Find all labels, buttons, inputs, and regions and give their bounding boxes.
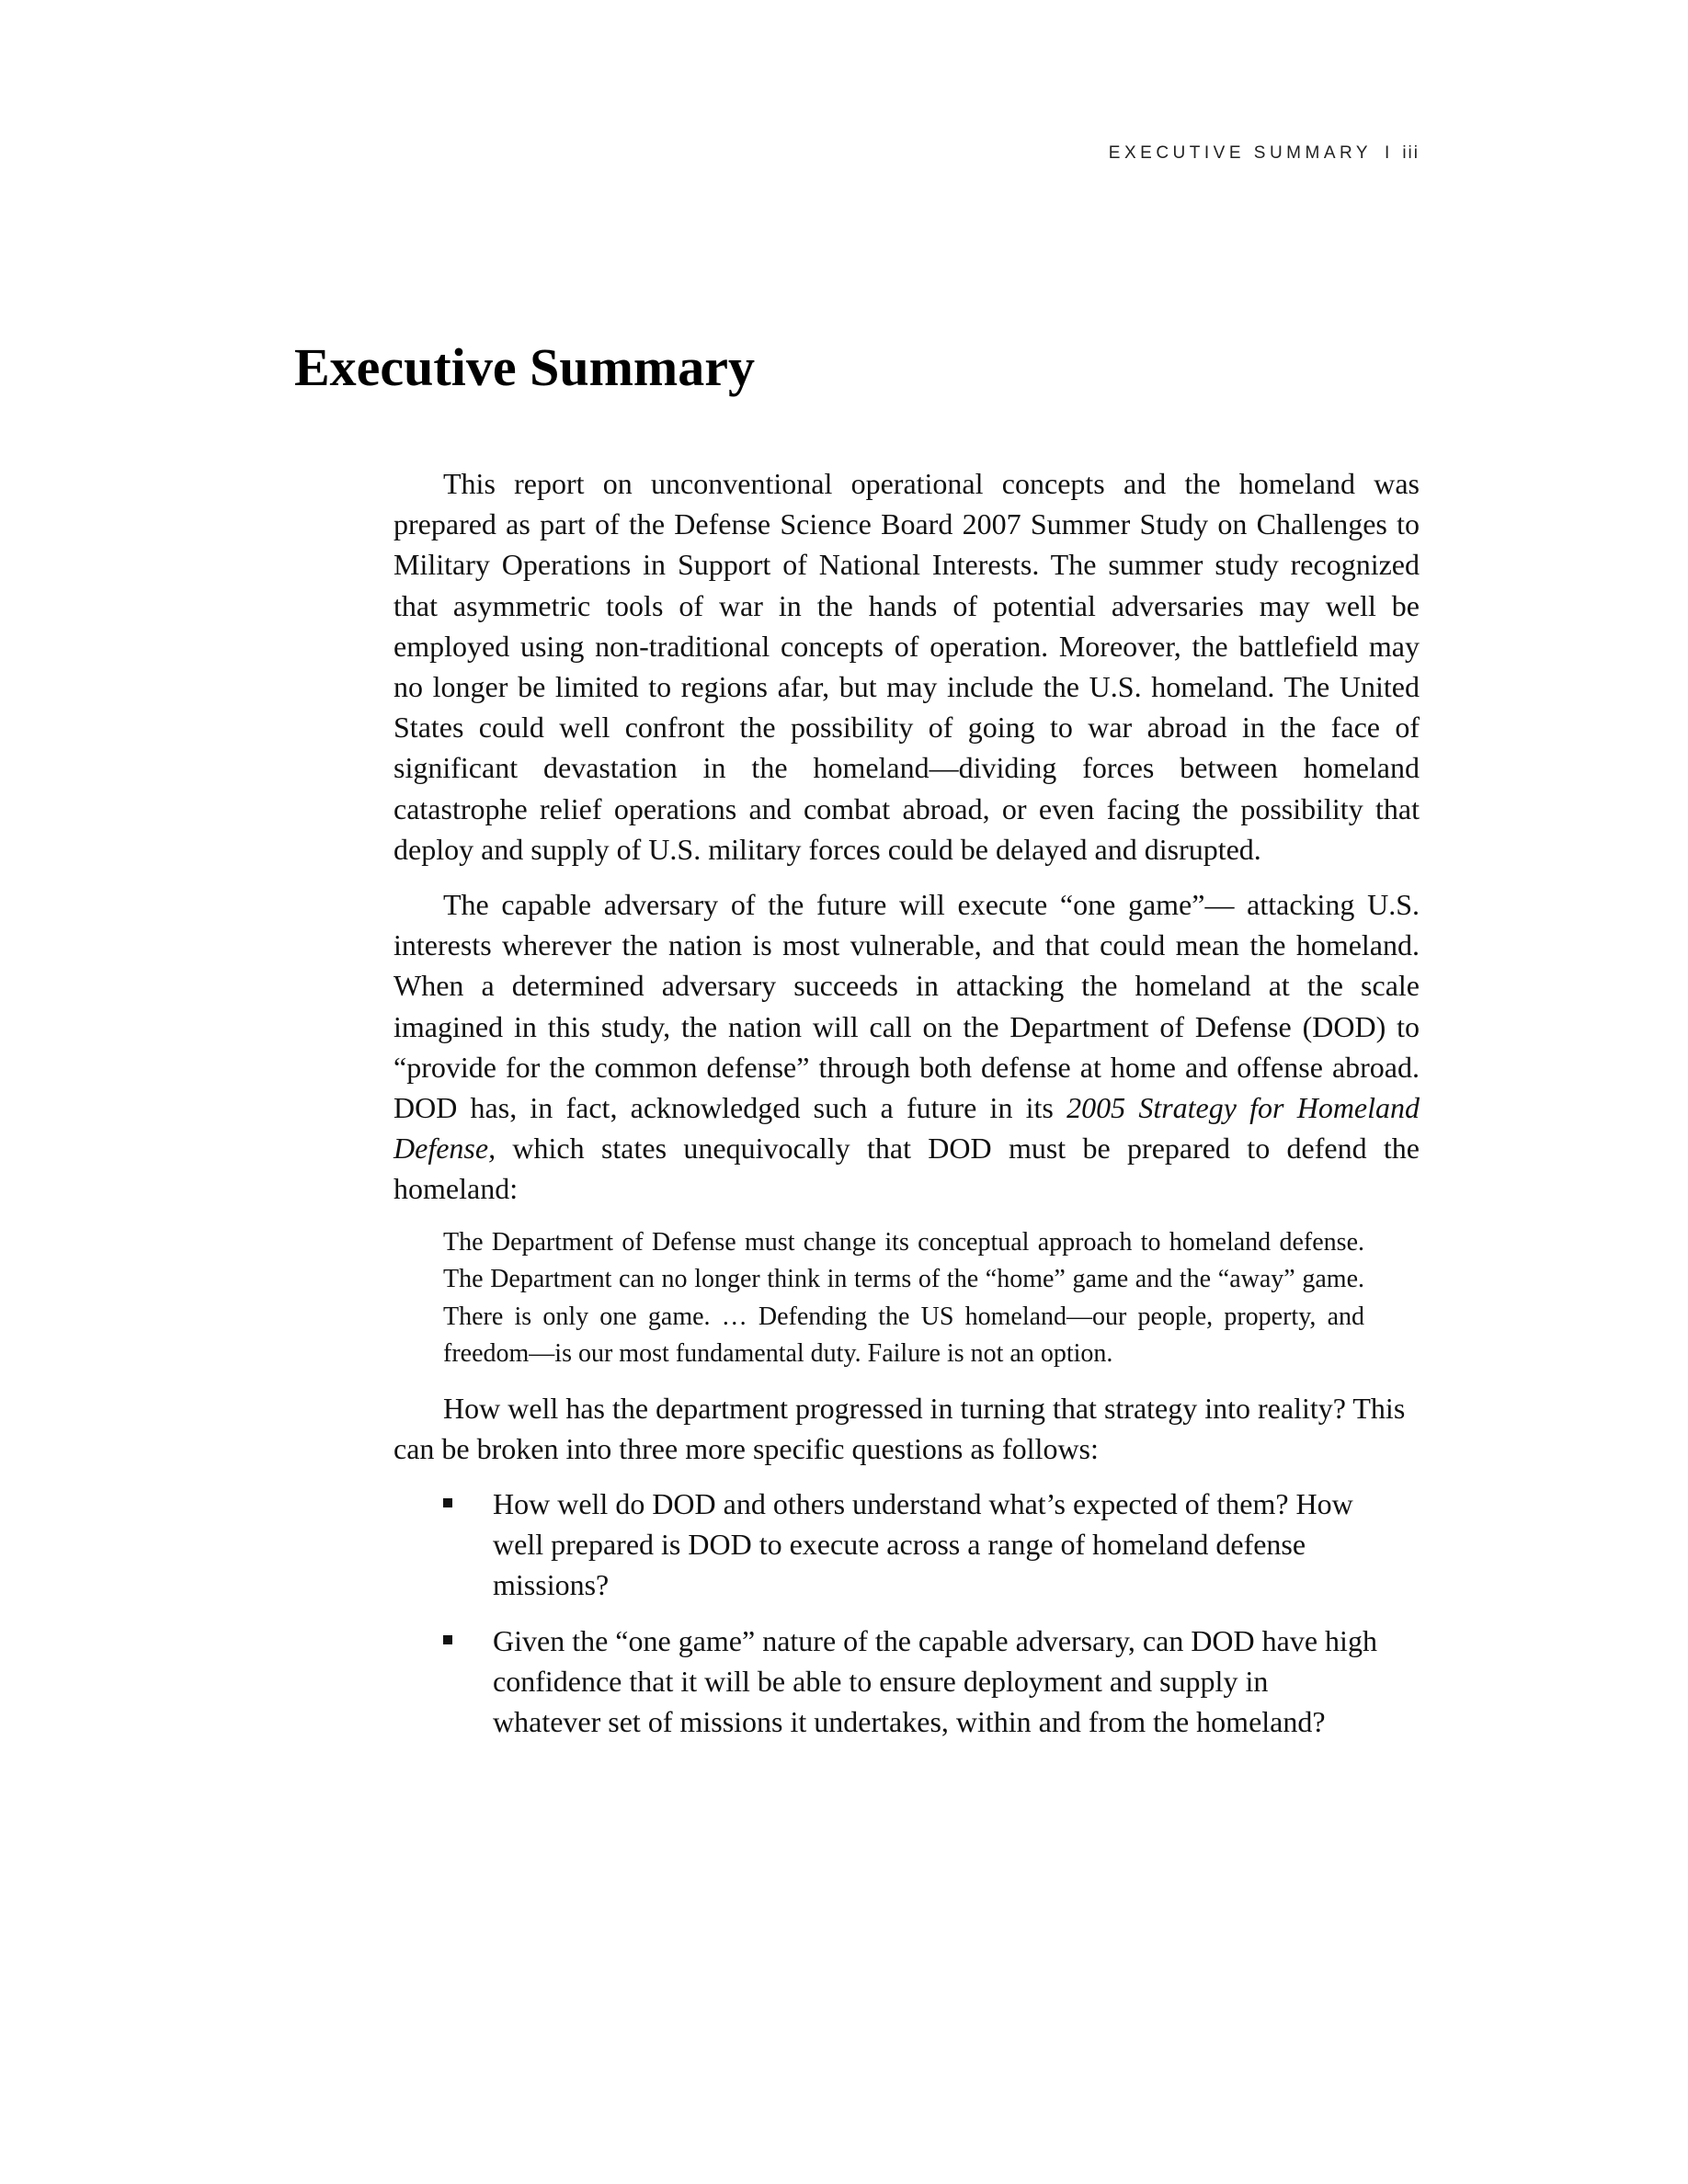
square-bullet-icon	[443, 1498, 452, 1507]
running-header	[1109, 143, 1420, 164]
header-section: EXECUTIVE SUMMARY	[1108, 143, 1373, 163]
list-item-text: How well do DOD and others understand what’s expected of them? How well prepared is DOD to execute across a range of homeland defense missions?	[493, 1487, 1353, 1602]
paragraph-2-text: The capable adversary of the future will execute “one game”— attacking U.S. interests wherever the nation is most vulnerable, and that could mean the homeland. When a determined adversary succeeds in attacking the homeland at the scale imagined in this study, the nation will call on the Department of Defense (DOD) to “provide for the common defense” through both defense at home and offense abroad. DOD has, in fact, acknowledged such a future in its	[393, 888, 1420, 1125]
list-item	[443, 1484, 1420, 1606]
strategy-title: 2005 Strategy for Homeland Defense,	[393, 1091, 1420, 1166]
question-list	[393, 1484, 1420, 1742]
page-number: iii	[1402, 143, 1420, 163]
block-quote: The Department of Defense must change its conceptual approach to homeland defense. The Department can no longer think in terms of the “home” game and the “away” game. There is only one game. … Defending the US homeland—our people, property, and freedom—is our most fundamental duty. Failure is not an option.	[443, 1227, 1364, 1369]
list-item-text: Given the “one game” nature of the capable adversary, can DOD have high confidence that it will be able to ensure deployment and supply in whatever set of missions it undertakes, within and from the homeland?	[493, 1623, 1377, 1739]
paragraph-1: This report on unconventional operational concepts and the homeland was prepared as part of the Defense Science Board 2007 Summer Study on Challenges to Military Operations in Support of National Interests. The summer study recognized that asymmetric tools of war in the hands of potential adversaries may well be employed using non-traditional concepts of operation. Moreover, the battlefield may no longer be limited to regions afar, but may include the U.S. homeland. The United States could well confront the possibility of going to war abroad in the face of significant devastation in the homeland—dividing forces between homeland catastrophe relief operations and combat abroad, or even facing the possibility that deploy and supply of U.S. military forces could be delayed and disrupted.	[393, 467, 1420, 866]
page-title: Executive Summary	[294, 337, 755, 397]
list-item	[443, 1621, 1420, 1743]
header-separator: I	[1385, 143, 1390, 163]
square-bullet-icon	[443, 1635, 452, 1644]
paragraph-2-tail: which states unequivocally that DOD must be prepared to defend the homeland:	[393, 1132, 1420, 1206]
paragraph-2	[393, 884, 1420, 1210]
paragraph-3: How well has the department progressed in turning that strategy into reality? This can be broken into three more specific questions as follows:	[393, 1391, 1406, 1465]
body-text	[393, 463, 1420, 1757]
